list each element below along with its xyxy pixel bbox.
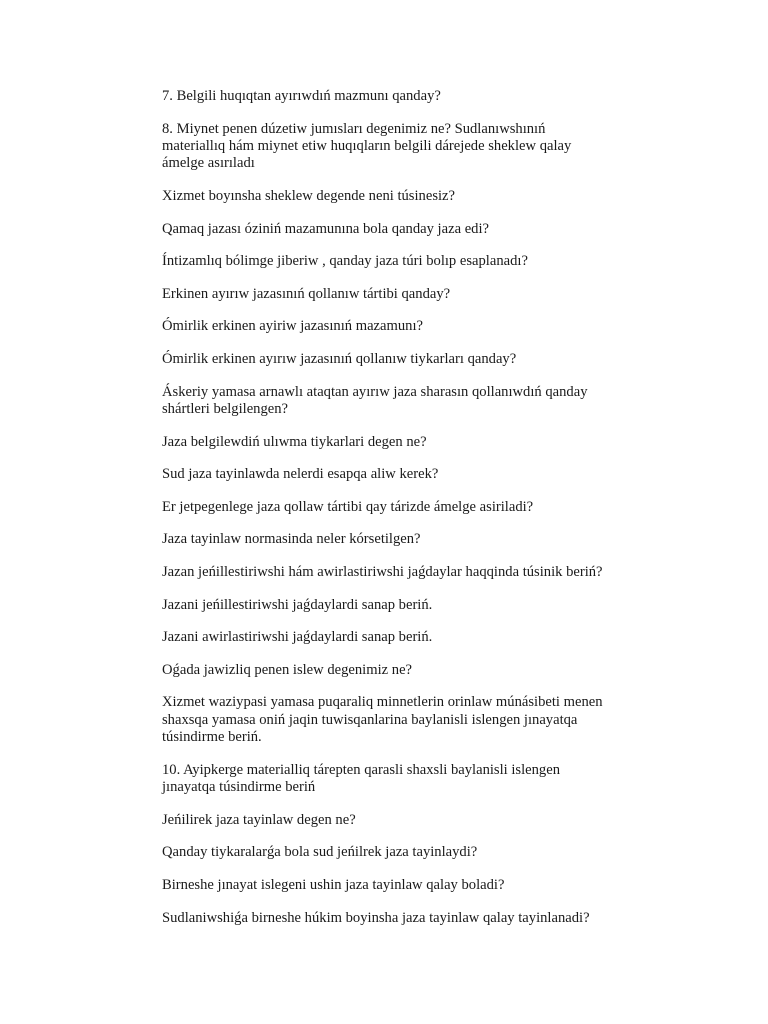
question-item: 10. Ayipkerge materialliq tárepten qarasli shaxsli baylanisli islengen jınayatqa túsindirme beriń — [162, 761, 560, 796]
question-item: Xizmet boyınsha sheklew degende neni túsinesiz? — [162, 188, 456, 204]
question-item: Sud jaza tayinlawda nelerdi esapqa aliw kerek? — [162, 466, 439, 483]
question-item: Jeńilirek jaza tayinlaw degen ne? — [162, 811, 356, 828]
question-item: Jazani jeńillestiriwshi jaǵdaylardi sanap beriń. — [162, 596, 433, 613]
question-item: Íntizamlıq bólimge jiberiw , qanday jaza túri bolıp esaplanadı? — [162, 253, 528, 270]
question-list — [162, 88, 662, 942]
question-item: Jaza belgilewdiń ulıwma tiykarlari degen ne? — [162, 433, 427, 450]
question-item: Xizmet waziypasi yamasa puqaraliq minnetlerin orinlaw múnásibeti menen shaxsqa yamasa oniń jaqin tuwisqanlarina baylanisli islengen jınayatqa túsindirme beriń. — [162, 694, 603, 746]
question-item: 7. Belgili huqıqtan ayırıwdıń mazmunı qanday? — [162, 88, 441, 104]
question-item: Er jetpegenlege jaza qollaw tártibi qay tárizde ámelge asiriladi? — [162, 498, 534, 515]
question-item: Birneshe jınayat islegeni ushin jaza tayinlaw qalay boladi? — [162, 876, 505, 893]
question-item: Jazan jeńillestiriwshi hám awirlastiriwshi jaǵdaylar haqqinda túsinik beriń? — [162, 563, 603, 580]
question-item: Oǵada jawizliq penen islew degenimiz ne? — [162, 661, 413, 678]
question-item: Ómirlik erkinen ayiriw jazasınıń mazamunı? — [162, 318, 423, 335]
question-item: 8. Miynet penen dúzetiw jumısları degenimiz ne? Sudlanıwshınıń materiallıq hám miynet etiw huqıqların belgili dárejede sheklew qalay ámelge asırıladı — [162, 120, 572, 172]
question-item: Erkinen ayırıw jazasınıń qollanıw tártibi qanday? — [162, 285, 451, 302]
question-item: Ómirlik erkinen ayırıw jazasınıń qollanıw tiykarları qanday? — [162, 350, 517, 367]
question-item: Áskeriy yamasa arnawlı ataqtan ayırıw jaza sharasın qollanıwdıń qanday shártleri belgilengen? — [162, 383, 588, 417]
question-item: Jazani awirlastiriwshi jaǵdaylardi sanap beriń. — [162, 629, 433, 646]
question-item: Jaza tayinlaw normasinda neler kórsetilgen? — [162, 531, 421, 548]
question-item: Qamaq jazası óziniń mazamunına bola qanday jaza edi? — [162, 220, 489, 237]
question-item: Sudlaniwshiǵa birneshe húkim boyinsha jaza tayinlaw qalay tayinlanadi? — [162, 909, 590, 926]
question-item: Qanday tiykaralarǵa bola sud jeńilrek jaza tayinlaydi? — [162, 844, 478, 861]
